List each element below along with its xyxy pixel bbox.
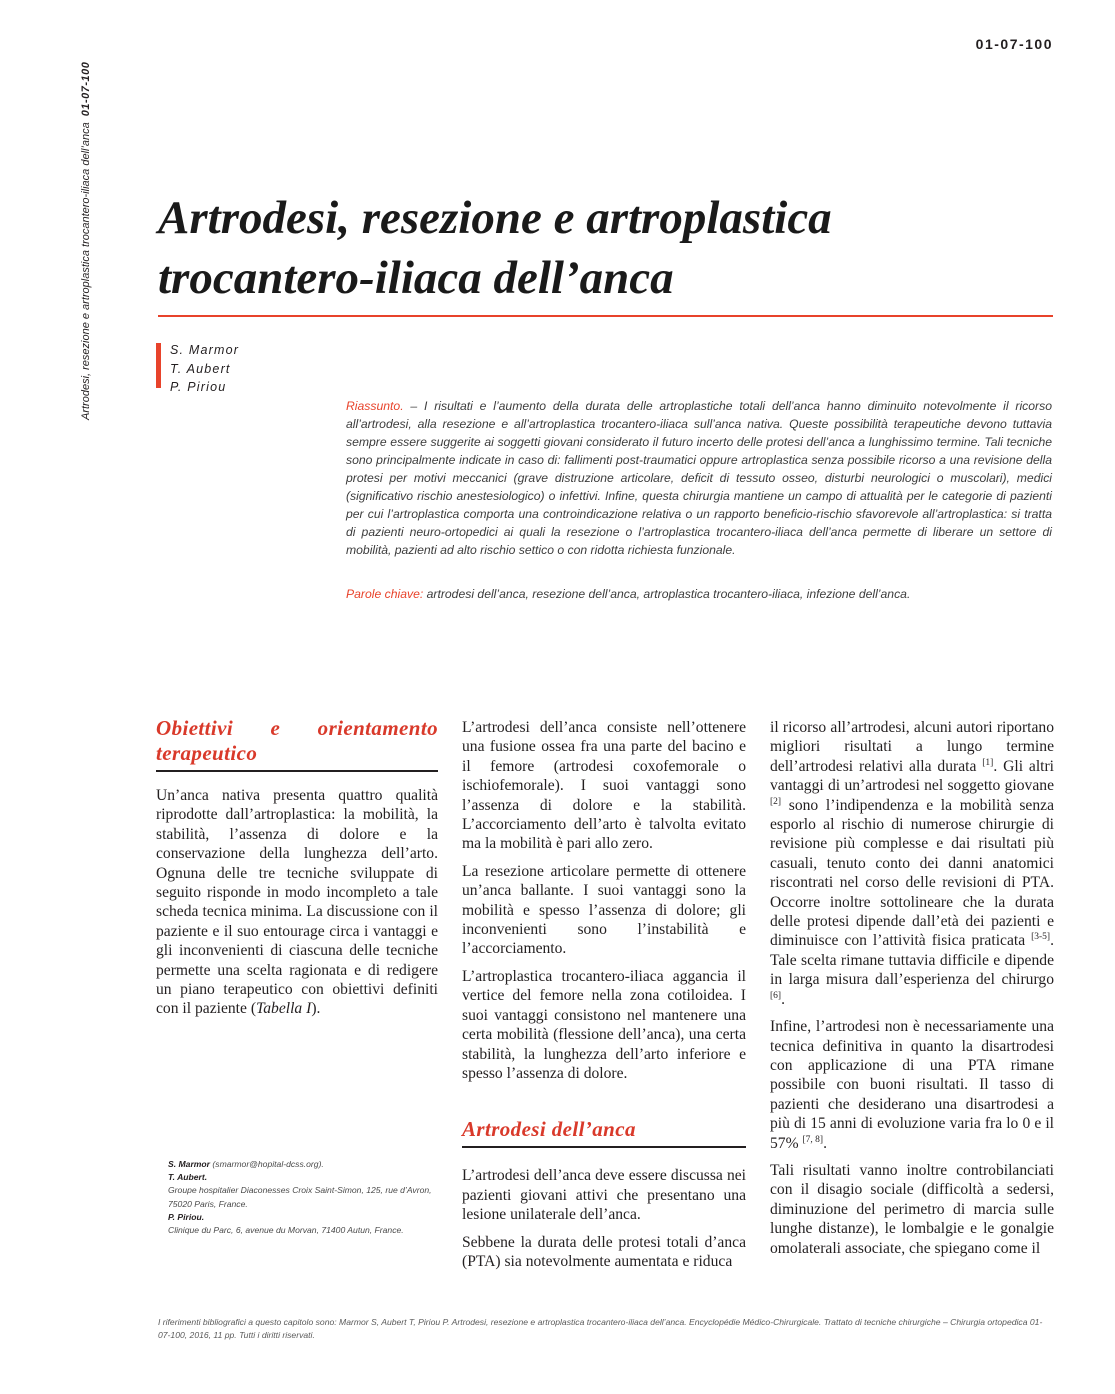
text-run: . Gli altri vantaggi di un’artrodesi nel soggetto giovane (770, 757, 1055, 795)
text-run: sono l’indipendenza e la mobilità senza esporlo al rischio di numerose chirurgie di revisione più complesse e dai risultati più casuali, tenuto conto dei danni anatomici riscontrati nel corso delle revisioni di PTA. Occorre inoltre sottolineare che la durata delle protesi dipende dall’età dei pazienti e diminuisce con l’attività fisica praticata (770, 796, 1054, 950)
article-title (158, 188, 1058, 308)
author: S. Marmor (170, 343, 240, 357)
citation-ref: [7, 8] (802, 1134, 824, 1145)
abstract-label: Riassunto. (346, 399, 404, 413)
paragraph (156, 786, 438, 1019)
paragraph: L’artrodesi dell’anca deve essere discussa nei pazienti giovani attivi che presentano una lesione unilaterale dell’anca. (462, 1167, 746, 1224)
author: T. Aubert (170, 361, 231, 376)
text-run: . (823, 1134, 827, 1152)
column-1 (156, 716, 438, 1027)
text-run: Infine, l’artrodesi non è necessariamente una tecnica definitiva in quanto la disartrodesi con applicazione di una PTA rimane possibile con buoni risultati. Il tasso di pazienti che desiderano una disartrodesi a più di 15 anni di evoluzione varia fra lo 0 e il 57% (770, 1018, 1054, 1152)
document-code: 01-07-100 (975, 36, 1053, 52)
affiliation (168, 1211, 440, 1237)
section-heading-arthrodesis: Artrodesi dell’anca (462, 1117, 746, 1148)
column-2 (462, 718, 746, 1279)
title-rule (158, 315, 1053, 317)
paragraph: Sebbene la durata delle protesi totali d’anca (PTA) sia notevolmente aumentata e riduca (462, 1233, 746, 1270)
text-run: . Tale scelta rimane tuttavia difficile e dipende in larga misura dall’esperienza del chirurgo (770, 932, 1054, 989)
affiliation (168, 1158, 440, 1171)
affiliation (168, 1171, 440, 1211)
text-run: . (781, 990, 785, 1008)
author: P. Piriou (170, 380, 227, 394)
paragraph (770, 1017, 1054, 1153)
author-list (170, 341, 239, 397)
citation-ref: [1] (982, 757, 994, 768)
paragraph-text-end: ). (311, 1000, 321, 1018)
keywords (346, 585, 1052, 603)
running-title (80, 62, 92, 420)
affiliation-name: T. Aubert. (168, 1172, 208, 1183)
running-title-text: Artrodesi, resezione e artroplastica trocantero-iliaca dell’anca (80, 122, 92, 420)
citation-ref: [2] (770, 796, 782, 807)
title-line-1: Artrodesi, resezione e artroplastica (158, 192, 832, 244)
citation-ref: [6] (770, 990, 782, 1001)
abstract-text: – I risultati e l’aumento della durata delle artroplastiche totali dell’anca hanno diminuito notevolmente il ricorso all’artrodesi, alla resezione e all’artroplastica trocantero-iliaca sull’anca nativa. Queste possibilità terapeutiche devono tuttavia sempre essere suggerite ai soggetti giovani considerato il futuro incerto delle protesi dell’anca a lunghissimo termine. Tali tecniche sono principalmente indicate in caso di: fallimenti post-traumatici oppure artroplastica senza possibile ricorso a una revisione della protesi per motivi meccanici (grave distruzione articolare, deficit di tessuto osseo, disturbi neurologici o muscolari), medici (significativo rischio anestesiologico) o infettivi. Infine, questa chirurgia mantiene un campo di attualità per le categorie di pazienti per cui l’artroplastica comporta una controindicazione relativa o un rapporto beneficio-rischio sfavorevole all’artroplastica: si tratta di pazienti neuro-ortopedici ai quali la resezione o l’artroplastica trocantero-iliaca dell’anca permette di liberare un settore di mobilità, pazienti ad alto rischio settico o con ridotta richiesta funzionale. (346, 399, 1052, 557)
paragraph-text: Un’anca nativa presenta quattro qualità riprodotte dall’artroplastica: la mobilità, la stabilità, l’assenza di dolore e la conservazione della lunghezza dell’arto. Ognuna delle tre tecniche sviluppate di seguito risponde in modo incompleto a tale scheda tecnica minima. La discussione con il paziente e il suo entourage circa i vantaggi e gli inconvenienti di ciascuna delle tecniche permette una scelta ragionata e di redigere un piano terapeutico con obiettivi definiti con il paziente ( (156, 787, 438, 1018)
affiliation-email: (smarmor@hopital-dcss.org). (210, 1159, 324, 1169)
column-3 (770, 718, 1054, 1266)
citation-ref: [3-5] (1031, 932, 1051, 943)
paragraph: La resezione articolare permette di ottenere un’anca ballante. I suoi vantaggi sono la mobilità e spesso l’assenza di dolore; gli inconvenienti sono l’instabilità e l’accorciamento. (462, 862, 746, 958)
running-title-code: 01-07-100 (80, 61, 92, 117)
keywords-label: Parole chiave: (346, 587, 424, 601)
keywords-text: artrodesi dell’anca, resezione dell’anca, artroplastica trocantero-iliaca, infezione dell’anca. (423, 587, 911, 601)
text-run: il ricorso all’artrodesi, alcuni autori riportano migliori risultati a lungo termine dell’artrodesi relativi alla durata (770, 719, 1054, 775)
affiliation-name: S. Marmor (168, 1159, 211, 1169)
paragraph (770, 718, 1054, 1009)
table-reference: Tabella I (256, 1000, 312, 1018)
affiliation-name: P. Piriou. (168, 1211, 205, 1222)
section-heading-objectives: Obiettivi e orientamento terapeutico (156, 716, 438, 772)
paragraph: Tali risultati vanno inoltre controbilanciati con il disagio sociale (difficoltà a sedersi, diminuzione del perimetro di marcia sulle lunghe distanze), le lombalgie e le gonalgie omolaterali associate, che spiegano come il (770, 1161, 1054, 1257)
abstract (346, 397, 1052, 559)
paragraph: L’artrodesi dell’anca consiste nell’ottenere una fusione ossea fra una parte del bacino e il femore (artrodesi coxofemorale o ischiofemorale). I suoi vantaggi sono l’assenza di dolore e la stabilità. L’accorciamento dell’arto è talvolta evitato ma la mobilità è pari allo zero. (462, 719, 746, 853)
citation-footer: I riferimenti bibliografici a questo capitolo sono: Marmor S, Aubert T, Piriou P. Artrodesi, resezione e artroplastica trocantero-iliaca dell’anca. Encyclopédie Médico-Chirurgicale. Trattato di tecniche chirurgiche – Chirurgia ortopedica 01-07-100, 2016, 11 pp. Tutti i diritti riservati. (158, 1317, 1043, 1340)
affiliation-address: Clinique du Parc, 6, avenue du Morvan, 71400 Autun, France. (168, 1225, 404, 1236)
author-affiliations (168, 1158, 440, 1237)
paragraph: L’artroplastica trocantero-iliaca aggancia il vertice del femore nella zona cotiloidea. I suoi vantaggi consistono nel mantenere una certa mobilità (flessione dell’anca), una certa stabilità, la lunghezza dell’arto inferiore e spesso l’assenza di dolore. (462, 967, 746, 1082)
affiliation-address: Groupe hospitalier Diaconesses Croix Saint-Simon, 125, rue d’Avron, 75020 Paris, France. (168, 1185, 432, 1209)
title-line-2: trocantero-iliaca dell’anca (158, 252, 674, 304)
authors-accent-bar (156, 343, 161, 388)
